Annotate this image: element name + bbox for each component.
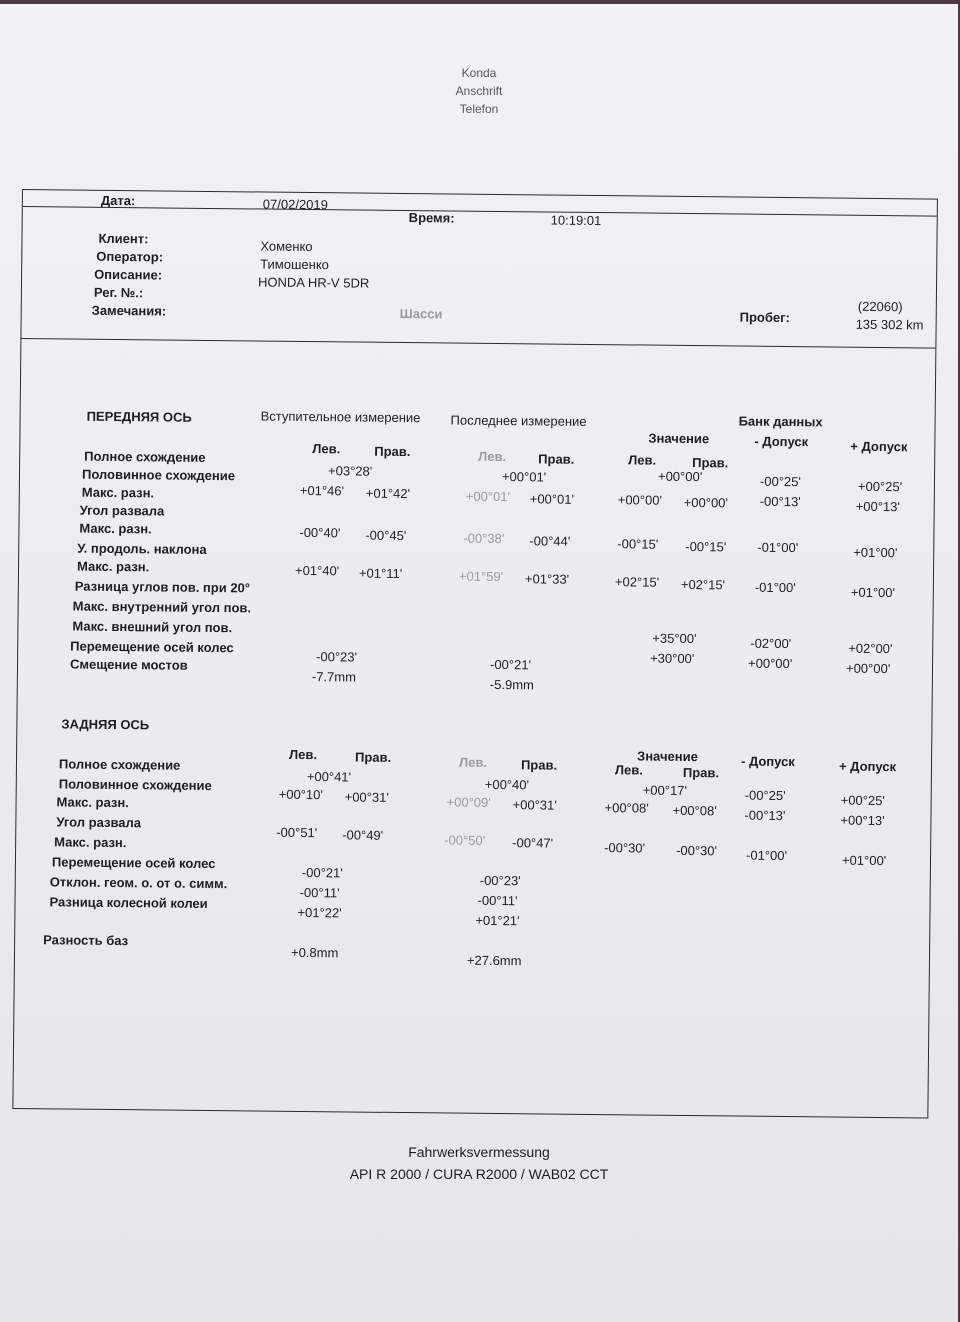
mileage-code: (22060) [857, 298, 903, 315]
front-half-toe-final-right: +00°01' [529, 491, 575, 507]
front-total-toe-initial: +03°28' [327, 463, 373, 479]
rear-track-diff-final: +01°21' [475, 912, 520, 929]
rear-axle-title: ЗАДНЯЯ ОСЬ [61, 716, 150, 733]
rear-half-toe-initial-right: +00°31' [344, 789, 389, 805]
front-row-label: Угол развала [79, 502, 165, 519]
date-label: Дата: [100, 192, 136, 209]
initial-right-title: Прав. [374, 443, 411, 460]
front-caster-final-right: +01°33' [524, 571, 570, 587]
front-row-label: Половинное схождение [81, 466, 236, 484]
front-max-outer-value: +35°00' [652, 630, 697, 647]
client-label: Клиент: [98, 230, 149, 247]
front-half-toe-tol-minus: -00°13' [759, 493, 801, 510]
front-total-toe-tol-minus: -00°25' [759, 473, 801, 490]
front-axle-title: ПЕРЕДНЯЯ ОСЬ [86, 408, 192, 425]
front-row-label: Макс. разн. [79, 520, 152, 537]
rear-camber-value-right: -00°30' [676, 842, 718, 859]
reg-label: Рег. №.: [93, 284, 144, 301]
rear-total-toe-initial: +00°41' [306, 769, 352, 785]
rear-value-title: Значение [637, 748, 698, 765]
front-camber-tol-plus: +01°00' [853, 544, 898, 561]
front-row-label: Полное схождение [84, 448, 206, 465]
rear-camber-tol-minus: -01°00' [745, 847, 788, 864]
rear-row-label: Отклон. геом. о. от о. симм. [49, 874, 228, 892]
rear-wheelbase-initial: +0.8mm [290, 944, 339, 961]
rear-total-toe-tol-plus: +00°25' [840, 792, 885, 809]
operator-value: Тимошенко [260, 256, 330, 273]
rear-initial-right-title: Прав. [354, 749, 392, 765]
rear-thrust-initial: -00°11' [299, 884, 340, 901]
rear-final-right-title: Прав. [520, 757, 558, 773]
front-row-label: Макс. разн. [76, 558, 150, 575]
rear-wheelbase-label: Разность баз [43, 932, 129, 949]
value-right-title: Прав. [692, 455, 729, 471]
letterhead-phone: Telefon [459, 102, 499, 116]
rear-value-left-title: Лев. [614, 762, 643, 778]
front-total-toe-final: +00°01' [501, 469, 547, 485]
rear-track-diff-initial: +01°22' [297, 904, 342, 921]
front-caster-tol-plus: +01°00' [850, 584, 896, 601]
rear-total-toe-value: +00°17' [642, 782, 688, 798]
description-label: Описание: [94, 266, 163, 283]
rear-camber-final-right: -00°47' [512, 835, 554, 851]
final-left-title: Лев. [478, 448, 507, 465]
final-right-title: Прав. [538, 451, 575, 467]
initial-left-title: Лев. [312, 441, 341, 457]
front-total-toe-tol-plus: +00°25' [857, 478, 903, 495]
front-row-label: Макс. разн. [81, 484, 155, 501]
footer-equipment: API R 2000 / CURA R2000 / WAB02 CCT [349, 1166, 609, 1182]
value-left-title: Лев. [628, 452, 657, 468]
front-half-toe-final-left: +00°01' [465, 488, 511, 505]
front-total-toe-value: +00°00' [657, 468, 703, 485]
letterhead-address: Anschrift [455, 84, 503, 98]
rear-row-label: Разница колесной колеи [49, 894, 208, 911]
letterhead-company: Konda [461, 66, 497, 80]
rear-half-toe-final-right: +00°31' [512, 797, 557, 813]
operator-label: Оператор: [96, 248, 164, 265]
front-camber-tol-minus: -01°00' [757, 539, 799, 556]
initial-measurement-title: Вступительное измерение [260, 408, 421, 426]
header-divider [23, 206, 937, 217]
rear-row-label: Перемещение осей колес [51, 854, 216, 872]
rear-row-label: Половинное схождение [58, 776, 212, 794]
front-camber-initial-left: -00°40' [299, 524, 341, 541]
rear-setback-final: -00°23' [479, 872, 521, 889]
front-camber-value-left: -00°15' [617, 536, 659, 552]
rear-camber-final-left: -00°50' [444, 832, 486, 848]
footer-title: Fahrwerksvermessung [408, 1144, 550, 1160]
front-half-toe-initial-right: +01°42' [365, 485, 411, 502]
client-value: Хоменко [260, 238, 313, 255]
rear-camber-initial-right: -00°49' [342, 827, 384, 843]
rear-half-toe-initial-left: +00°10' [278, 786, 323, 803]
front-caster-initial-left: +01°40' [294, 562, 340, 579]
front-setback-initial: -00°23' [316, 649, 358, 665]
front-row-label: Макс. внешний угол пов. [72, 618, 233, 636]
rear-initial-left-title: Лев. [289, 746, 318, 763]
tol-minus-title: - Допуск [754, 433, 809, 450]
mileage-label: Пробег: [739, 309, 791, 326]
rear-row-label: Полное схождение [58, 756, 181, 773]
report-frame [12, 189, 938, 1119]
time-value: 10:19:01 [550, 212, 602, 229]
rear-half-toe-tol-minus: -00°13' [744, 807, 786, 824]
front-caster-value-right: +02°15' [680, 576, 726, 593]
rear-half-toe-tol-plus: +00°13' [840, 812, 885, 829]
front-caster-value-left: +02°15' [614, 574, 660, 590]
description-value: HONDA HR-V 5DR [257, 274, 370, 291]
rear-wheelbase-final: +27.6mm [466, 952, 522, 969]
rear-final-left-title: Лев. [458, 754, 488, 770]
front-row-label: Макс. внутренний угол пов. [72, 598, 252, 616]
front-setback-tol-plus: +00°00' [845, 660, 891, 677]
rear-half-toe-final-left: +00°09' [446, 794, 491, 810]
front-half-toe-initial-left: +01°46' [299, 482, 345, 499]
rear-row-label: Макс. разн. [56, 794, 129, 811]
front-max-outer-tol-minus: -02°00' [750, 635, 792, 652]
front-camber-value-right: -00°15' [685, 538, 727, 555]
front-caster-tol-minus: -01°00' [754, 579, 796, 596]
front-half-toe-value-left: +00°00' [617, 492, 663, 508]
front-caster-final-left: +01°59' [458, 568, 504, 585]
front-row-label: Смещение мостов [69, 656, 188, 673]
rear-half-toe-value-right: +00°08' [672, 802, 717, 819]
rear-camber-tol-plus: +01°00' [841, 852, 887, 869]
front-setback-tol-minus: +00°00' [747, 655, 793, 672]
front-row-label: Разница углов пов. при 20° [74, 578, 251, 596]
front-half-toe-value-right: +00°00' [683, 494, 729, 511]
chassis-label: Шасси [399, 305, 443, 322]
info-divider [21, 338, 935, 349]
front-max-outer-tol-plus: +02°00' [848, 640, 893, 657]
final-measurement-title: Последнее измерение [450, 412, 587, 429]
document-page [0, 4, 958, 1322]
front-camber-initial-right: -00°45' [365, 527, 407, 544]
tol-plus-title: + Допуск [850, 438, 908, 455]
front-setback-value: +30°00' [650, 650, 695, 667]
front-row-label: Перемещение осей колес [70, 638, 234, 656]
rear-row-label: Макс. разн. [54, 834, 127, 851]
front-half-toe-tol-plus: +00°13' [855, 498, 901, 515]
front-row-label: У. продоль. наклона [77, 540, 207, 557]
rear-setback-initial: -00°21' [301, 864, 343, 881]
front-offset-initial: -7.7mm [311, 669, 357, 685]
rear-thrust-final: -00°11' [477, 892, 518, 909]
rear-camber-initial-left: -00°51' [276, 824, 318, 841]
value-title: Значение [648, 430, 710, 447]
rear-tol-plus-title: + Допуск [838, 758, 897, 775]
rear-total-toe-tol-minus: -00°25' [744, 787, 786, 804]
rear-camber-value-left: -00°30' [604, 840, 646, 856]
time-label: Время: [408, 210, 455, 226]
notes-label: Замечания: [91, 302, 167, 319]
rear-half-toe-value-left: +00°08' [604, 800, 649, 816]
date-value: 07/02/2019 [262, 196, 329, 213]
front-offset-final: -5.9mm [489, 676, 534, 693]
databank-title: Банк данных [738, 413, 823, 430]
front-camber-final-right: -00°44' [529, 533, 571, 549]
rear-row-label: Угол развала [56, 814, 142, 831]
front-camber-final-left: -00°38' [463, 530, 505, 547]
rear-value-right-title: Прав. [682, 764, 720, 781]
front-setback-final: -00°21' [489, 656, 532, 673]
front-caster-initial-right: +01°11' [358, 565, 403, 582]
mileage-value: 135 302 km [855, 316, 924, 333]
rear-total-toe-final: +00°40' [484, 776, 530, 793]
rear-tol-minus-title: - Допуск [740, 753, 795, 770]
